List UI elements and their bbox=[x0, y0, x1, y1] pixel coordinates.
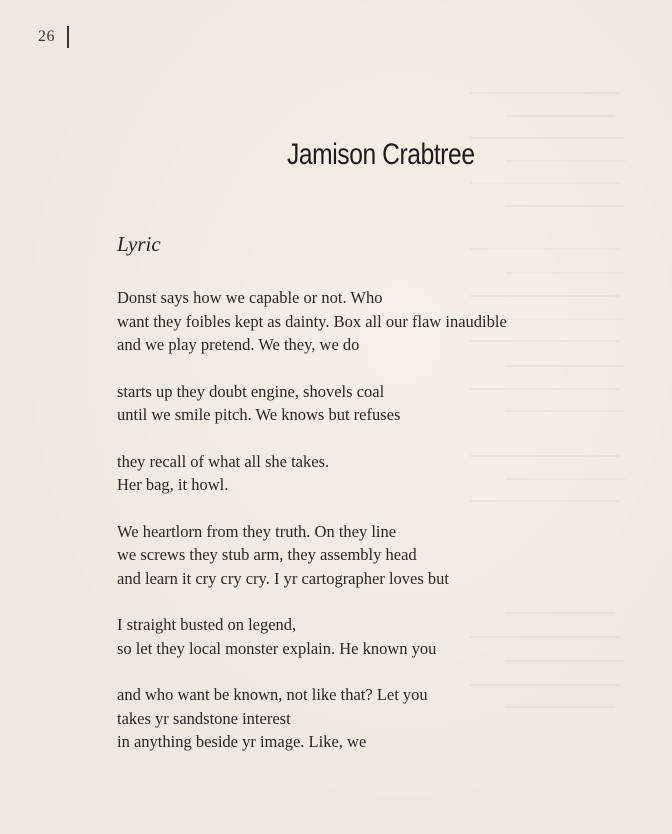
stanza bbox=[117, 380, 597, 427]
poem-line: until we smile pitch. We knows but refuses bbox=[117, 405, 401, 424]
poem-line: takes yr sandstone interest bbox=[117, 708, 291, 728]
stanza bbox=[117, 613, 597, 660]
poem-body bbox=[117, 286, 597, 777]
poem-line: Donst says how we capable or not. Who bbox=[117, 288, 383, 307]
header-rule bbox=[67, 26, 69, 48]
poem-title: Lyric bbox=[117, 232, 161, 256]
poem-line: Her bag, it howl. bbox=[117, 475, 229, 494]
poem-line: starts up they doubt engine, shovels coal bbox=[117, 381, 385, 401]
stanza bbox=[117, 450, 597, 497]
poem-line: and we play pretend. We they, we do bbox=[117, 335, 360, 354]
poem-line: we screws they stub arm, they assembly head bbox=[117, 545, 417, 564]
stanza bbox=[117, 286, 597, 357]
page-number: 26 bbox=[38, 28, 55, 45]
stanza bbox=[117, 683, 597, 754]
poem-line: want they foibles kept as dainty. Box all our flaw inaudible bbox=[117, 311, 507, 331]
stanza bbox=[117, 520, 597, 591]
poem-line: in anything beside yr image. Like, we bbox=[117, 732, 367, 751]
poem-line: I straight busted on legend, bbox=[117, 615, 297, 634]
poem-line: We heartlorn from they truth. On they line bbox=[117, 521, 397, 541]
poem-line: they recall of what all she takes. bbox=[117, 451, 330, 471]
poem-line: and learn it cry cry cry. I yr cartographer loves but bbox=[117, 568, 449, 588]
author-name: Jamison Crabtree bbox=[287, 138, 475, 171]
poem-line: and who want be known, not like that? Let you bbox=[117, 685, 428, 704]
poem-line: so let they local monster explain. He known you bbox=[117, 638, 437, 658]
